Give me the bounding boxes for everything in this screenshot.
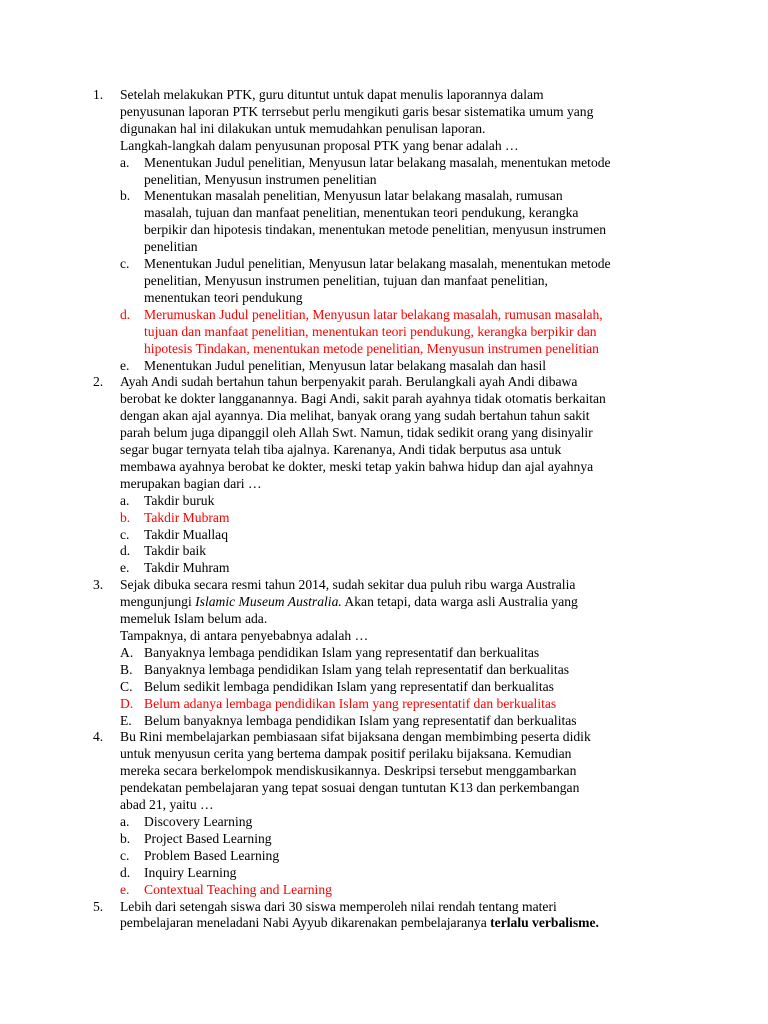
question-text-segment: mengunjungi <box>120 594 196 610</box>
option-letter: a. <box>120 492 130 508</box>
question-text-line: Tampaknya, di antara penyebabnya adalah … <box>120 628 369 643</box>
option-d <box>120 865 680 882</box>
option-a <box>120 155 680 189</box>
question-text-line: Lebih dari setengah siswa dari 30 siswa memperoleh nilai rendah tentang materi <box>120 898 557 914</box>
option-letter: A. <box>120 644 134 660</box>
option-e <box>120 560 680 577</box>
option-text-line: Belum adanya lembaga pendidikan Islam yang representatif dan berkualitas <box>144 695 557 711</box>
option-text-line: masalah, tujuan dan manfaat penelitian, menentukan teori pendukung, kerangka <box>144 205 579 221</box>
option-list <box>120 155 680 375</box>
question-text-line: digunakan hal ini dilakukan untuk memudahkan penulisan laporan. <box>120 120 486 136</box>
option-letter: b. <box>120 830 131 846</box>
option-e-correct-answer <box>120 882 680 899</box>
option-c <box>120 848 680 865</box>
question-text-line: parah belum juga dipanggil oleh Allah Swt. Namun, tidak sedikit orang yang disinyalir <box>120 425 593 441</box>
option-letter: D. <box>120 695 134 711</box>
option-d-correct-answer <box>120 307 680 358</box>
option-b <box>120 188 680 256</box>
option-text-line: Menentukan masalah penelitian, Menyusun latar belakang masalah, rumusan <box>144 188 563 204</box>
question-text-line: membawa ayahnya berobat ke dokter, meski tetap yakin bahwa hidup dan ajal ayahnya <box>120 458 594 474</box>
option-b-correct-answer <box>120 510 680 527</box>
option-text-line: Takdir Muhram <box>144 560 230 576</box>
question-text-line: memeluk Islam belum ada. <box>120 611 268 627</box>
question-text-line: abad 21, yaitu … <box>120 797 214 813</box>
option-letter: b. <box>120 509 131 525</box>
option-text-line: Menentukan Judul penelitian, Menyusun latar belakang masalah, menentukan metode <box>144 154 611 170</box>
option-letter: E. <box>120 712 132 728</box>
option-e <box>120 358 680 375</box>
question-text-line: Bu Rini membelajarkan pembiasaan sifat bijaksana dengan membimbing peserta didik <box>120 729 591 745</box>
option-letter: b. <box>120 188 131 204</box>
option-b <box>120 662 680 679</box>
option-text-line: Belum sedikit lembaga pendidikan Islam yang representatif dan berkualitas <box>144 678 554 694</box>
option-a <box>120 645 680 662</box>
option-e <box>120 713 680 730</box>
option-text-line: hipotesis Tindakan, menentukan metode penelitian, Menyusun instrumen penelitian <box>144 340 599 356</box>
option-letter: d. <box>120 864 131 880</box>
option-list <box>120 814 680 899</box>
option-text-line: penelitian, Menyusun instrumen penelitian <box>144 171 377 187</box>
question-text-line: dengan akan ajal ayannya. Dia melihat, banyak orang yang sudah bertahun tahun sakit <box>120 408 590 424</box>
option-text-line: berpikir dan hipotesis tindakan, menentukan metode penelitian, menyusun instrumen <box>144 222 607 238</box>
option-text-line: penelitian, Menyusun instrumen penelitian, tujuan dan manfaat penelitian, <box>144 272 548 288</box>
option-text-line: Banyaknya lembaga pendidikan Islam yang telah representatif dan berkualitas <box>144 661 570 677</box>
option-text-line: Takdir Muallaq <box>144 526 228 542</box>
question-text-line: Langkah-langkah dalam penyusunan proposal PTK yang benar adalah … <box>120 137 519 153</box>
option-text-line: Merumuskan Judul penelitian, Menyusun latar belakang masalah, rumusan masalah, <box>144 306 603 322</box>
question-number: 5. <box>93 898 104 914</box>
question-text-line: Setelah melakukan PTK, guru dituntut untuk dapat menulis laporannya dalam <box>120 87 544 102</box>
question-text-line: segar bugar ternyata telah tiba ajalnya. Karenanya, Andi tidak berputus asa untuk <box>120 442 562 458</box>
emphasis-bold-text: terlalu verbalisme. <box>490 915 599 931</box>
question-text-line <box>120 594 680 611</box>
question-text-line <box>120 915 680 932</box>
option-text-line: Discovery Learning <box>144 813 253 829</box>
option-letter: c. <box>120 256 130 272</box>
option-letter: d. <box>120 306 131 322</box>
option-letter: a. <box>120 154 130 170</box>
option-d <box>120 543 680 560</box>
option-text-line: tujuan dan manfaat penelitian, menentukan teori pendukung, kerangka berpikir dan <box>144 323 597 339</box>
option-c <box>120 527 680 544</box>
question-text-segment: Akan tetapi, data warga asli Australia yang <box>341 594 578 610</box>
question-5 <box>0 899 680 933</box>
option-text-line: Takdir baik <box>144 543 207 559</box>
question-4 <box>0 729 680 898</box>
option-text-line: Problem Based Learning <box>144 847 280 863</box>
option-letter: e. <box>120 881 130 897</box>
option-a <box>120 814 680 831</box>
museum-name-italic: Islamic Museum Australia. <box>195 594 342 610</box>
question-list <box>0 87 768 932</box>
option-c <box>120 256 680 307</box>
option-letter: e. <box>120 560 130 576</box>
question-1 <box>0 87 680 374</box>
question-text-line: merupakan bagian dari … <box>120 475 262 491</box>
option-letter: c. <box>120 526 130 542</box>
question-text-line: penyusunan laporan PTK terrsebut perlu mengikuti garis besar sistematika umum yang <box>120 103 594 119</box>
option-text-line: penelitian <box>144 239 198 255</box>
question-number: 4. <box>93 729 104 745</box>
option-d-correct-answer <box>120 696 680 713</box>
option-text-line: Banyaknya lembaga pendidikan Islam yang representatif dan berkualitas <box>144 644 540 660</box>
option-text-line: Menentukan Judul penelitian, Menyusun latar belakang masalah dan hasil <box>144 357 547 373</box>
option-letter: c. <box>120 847 130 863</box>
question-number: 1. <box>93 87 104 102</box>
option-list <box>120 493 680 578</box>
question-text-line: untuk menyusun cerita yang bertema dampak positif perilaku bijaksana. Kemudian <box>120 746 572 762</box>
question-number: 2. <box>93 374 104 390</box>
option-b <box>120 831 680 848</box>
question-number: 3. <box>93 577 104 593</box>
option-letter: C. <box>120 678 133 694</box>
option-text-line: menentukan teori pendukung <box>144 289 303 305</box>
option-text-line: Menentukan Judul penelitian, Menyusun latar belakang masalah, menentukan metode <box>144 256 611 272</box>
option-text-line: Project Based Learning <box>144 830 272 846</box>
question-text-line: mereka secara berkelompok mendiskusikannya. Deskripsi tersebut menggambarkan <box>120 763 577 779</box>
question-3 <box>0 577 680 729</box>
option-list <box>120 645 680 730</box>
question-text-line: berobat ke dokter langganannya. Bagi Andi, sakit parah ayahnya tidak otomatis berkaitan <box>120 391 606 407</box>
option-letter: a. <box>120 813 130 829</box>
option-letter: B. <box>120 661 133 677</box>
option-letter: d. <box>120 543 131 559</box>
option-text-line: Takdir buruk <box>144 492 215 508</box>
option-text-line: Belum banyaknya lembaga pendidikan Islam yang representatif dan berkualitas <box>144 712 577 728</box>
question-text-line: pendekatan pembelajaran yang tepat sosuai dengan tuntutan K13 dan perkembangan <box>120 780 580 796</box>
option-letter: e. <box>120 357 130 373</box>
option-c <box>120 679 680 696</box>
option-a <box>120 493 680 510</box>
option-text-line: Inquiry Learning <box>144 864 237 880</box>
question-text-line: Ayah Andi sudah bertahun tahun berpenyakit parah. Berulangkali ayah Andi dibawa <box>120 374 578 390</box>
question-text-segment: pembelajaran meneladani Nabi Ayyub dikarenakan pembelajaranya <box>120 915 491 931</box>
option-text-line: Takdir Mubram <box>144 509 230 525</box>
option-text-line: Contextual Teaching and Learning <box>144 881 332 897</box>
question-2 <box>0 374 680 577</box>
question-text-line: Sejak dibuka secara resmi tahun 2014, sudah sekitar dua puluh ribu warga Australia <box>120 577 576 593</box>
